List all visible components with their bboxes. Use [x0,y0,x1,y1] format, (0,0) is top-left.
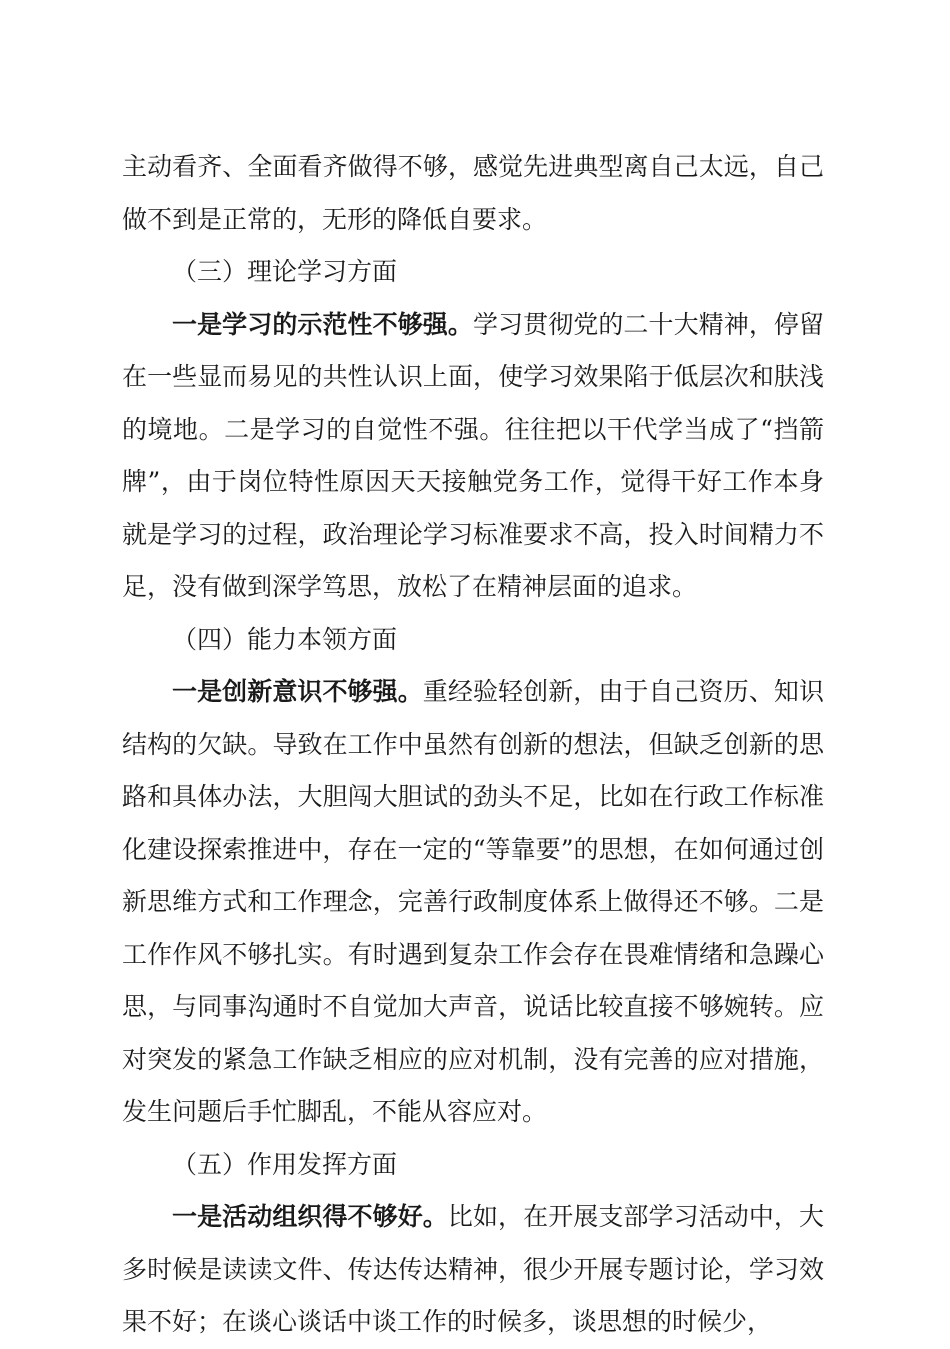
section-4-paragraph [122,666,824,1139]
section-3-paragraph [122,299,824,614]
continuation-text: 主动看齐、全面看齐做得不够，感觉先进典型离自己太远，自己做不到是正常的，无形的降低自要求。 [122,152,824,234]
section-3-lead: 一是学习的示范性不够强。 [172,309,473,339]
section-4-body: 重经验轻创新，由于自己资历、知识结构的欠缺。导致在工作中虽然有创新的想法，但缺乏创新的思路和具体办法，大胆闯大胆试的劲头不足，比如在行政工作标准化建设探索推进中，存在一定的“等靠要”的思想，在如何通过创新思维方式和工作理念，完善行政制度体系上做得还不够。二是工作作风不够扎实。有时遇到复杂工作会存在畏难情绪和急躁心思，与同事沟通时不自觉加大声音，说话比较直接不够婉转。应对突发的紧急工作缺乏相应的应对机制，没有完善的应对措施，发生问题后手忙脚乱，不能从容应对。 [122,677,824,1126]
section-4-lead: 一是创新意识不够强。 [172,677,423,706]
section-5-heading [122,1139,824,1192]
section-5-body: 比如，在开展支部学习活动中，大多时候是读读文件、传达传达精神，很少开展专题讨论，学习效果不好；在谈心谈话中谈工作的时候多，谈思想的时候少， [122,1202,824,1336]
section-5-paragraph [122,1191,824,1349]
section-4-heading-text: （四）能力本领方面 [172,624,398,654]
section-3-heading-text: （三）理论学习方面 [172,257,398,286]
document-body [122,141,824,1349]
section-4-heading [122,614,824,667]
section-3-body: 学习贯彻党的二十大精神，停留在一些显而易见的共性认识上面，使学习效果陷于低层次和肤浅的境地。二是学习的自觉性不强。往往把以干代学当成了“挡箭牌”，由于岗位特性原因天天接触党务工作，觉得干好工作本身就是学习的过程，政治理论学习标准要求不高，投入时间精力不足，没有做到深学笃思，放松了在精神层面的追求。 [122,309,824,601]
section-3-heading [122,246,824,299]
section-5-heading-text: （五）作用发挥方面 [172,1149,398,1179]
section-5-lead: 一是活动组织得不够好。 [172,1202,448,1231]
continuation-paragraph [122,141,824,246]
